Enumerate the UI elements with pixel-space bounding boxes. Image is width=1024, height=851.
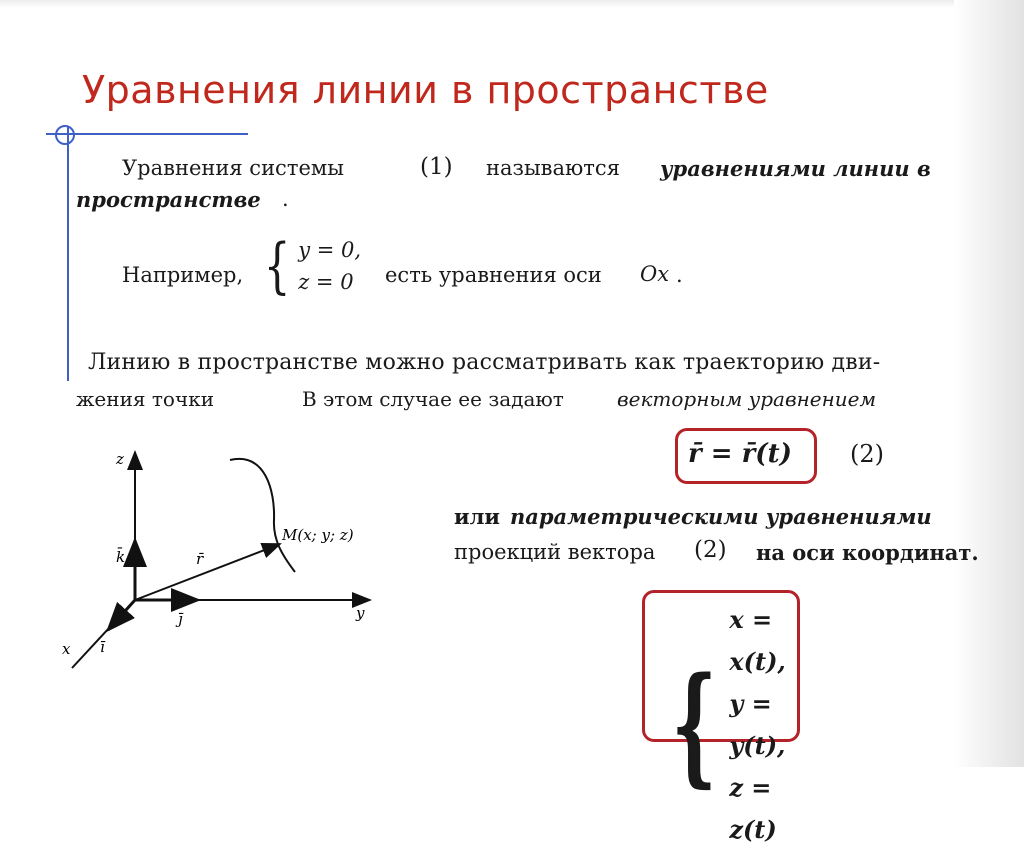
param-eq-z: z = z(t) <box>729 773 777 844</box>
p1-dot: . <box>282 187 289 211</box>
x-label: x <box>62 640 71 658</box>
r-label: r̄ <box>196 550 204 568</box>
param-eq-box <box>642 590 800 844</box>
p3-text-c: на оси координат. <box>756 540 979 565</box>
example-lead: Например, <box>122 263 244 287</box>
p2-line-1: Линию в пространстве можно рассматривать как траекторию дви- <box>88 350 881 375</box>
ring-marker-icon <box>55 125 75 145</box>
example-dot: . <box>676 263 683 287</box>
p1-ref: (1) <box>420 154 453 180</box>
param-eq-y: y = y(t), <box>729 689 786 760</box>
p2-line-2b: В этом случае ее задают <box>302 387 564 411</box>
y-label: y <box>356 604 365 622</box>
left-brace-icon: { <box>671 650 717 800</box>
vector-eq-number: (2) <box>850 440 884 468</box>
p3-text-b: проекций вектора <box>454 540 656 564</box>
vector-eq-box <box>675 428 817 484</box>
slide-title: Уравнения линии в пространстве <box>82 68 769 112</box>
page-edge-shadow <box>954 0 1024 767</box>
r-vector <box>135 544 280 600</box>
title-underline <box>46 133 248 135</box>
example-tail: есть уравнения оси <box>385 263 602 287</box>
z-label: z <box>116 450 124 468</box>
k-label: k̄ <box>116 548 126 566</box>
p1-term-line1: уравнениями линии в <box>660 156 931 181</box>
margin-line <box>67 126 69 381</box>
p3-ref: (2) <box>694 537 727 563</box>
coordinate-figure <box>50 440 450 700</box>
j-label: j̄ <box>178 610 183 628</box>
p2-line-2a: жения точки <box>76 387 215 411</box>
example-system <box>258 231 362 301</box>
vector-eq: r̄ = r̄(t) <box>688 439 792 469</box>
example-eq-1: y = 0, <box>298 238 362 262</box>
p3-term: параметрическими уравнениями <box>510 504 932 529</box>
i-label: ī <box>100 638 105 656</box>
i-vector <box>108 600 135 630</box>
p1-text-a: Уравнения системы <box>122 156 344 180</box>
example-eq-2: z = 0 <box>298 270 354 294</box>
p2-line-2c: векторным уравнением <box>617 387 877 411</box>
example-axis: Ox <box>640 262 670 286</box>
p1-text-b: называются <box>486 156 620 180</box>
p3-text-a: или <box>454 504 500 529</box>
p1-term-line2: пространстве <box>76 187 261 212</box>
point-label: M(x; y; z) <box>282 526 354 544</box>
left-brace-icon: { <box>263 231 291 301</box>
trajectory-curve <box>230 459 295 572</box>
page-edge <box>0 0 1024 8</box>
param-eq-x: x = x(t), <box>729 605 786 676</box>
